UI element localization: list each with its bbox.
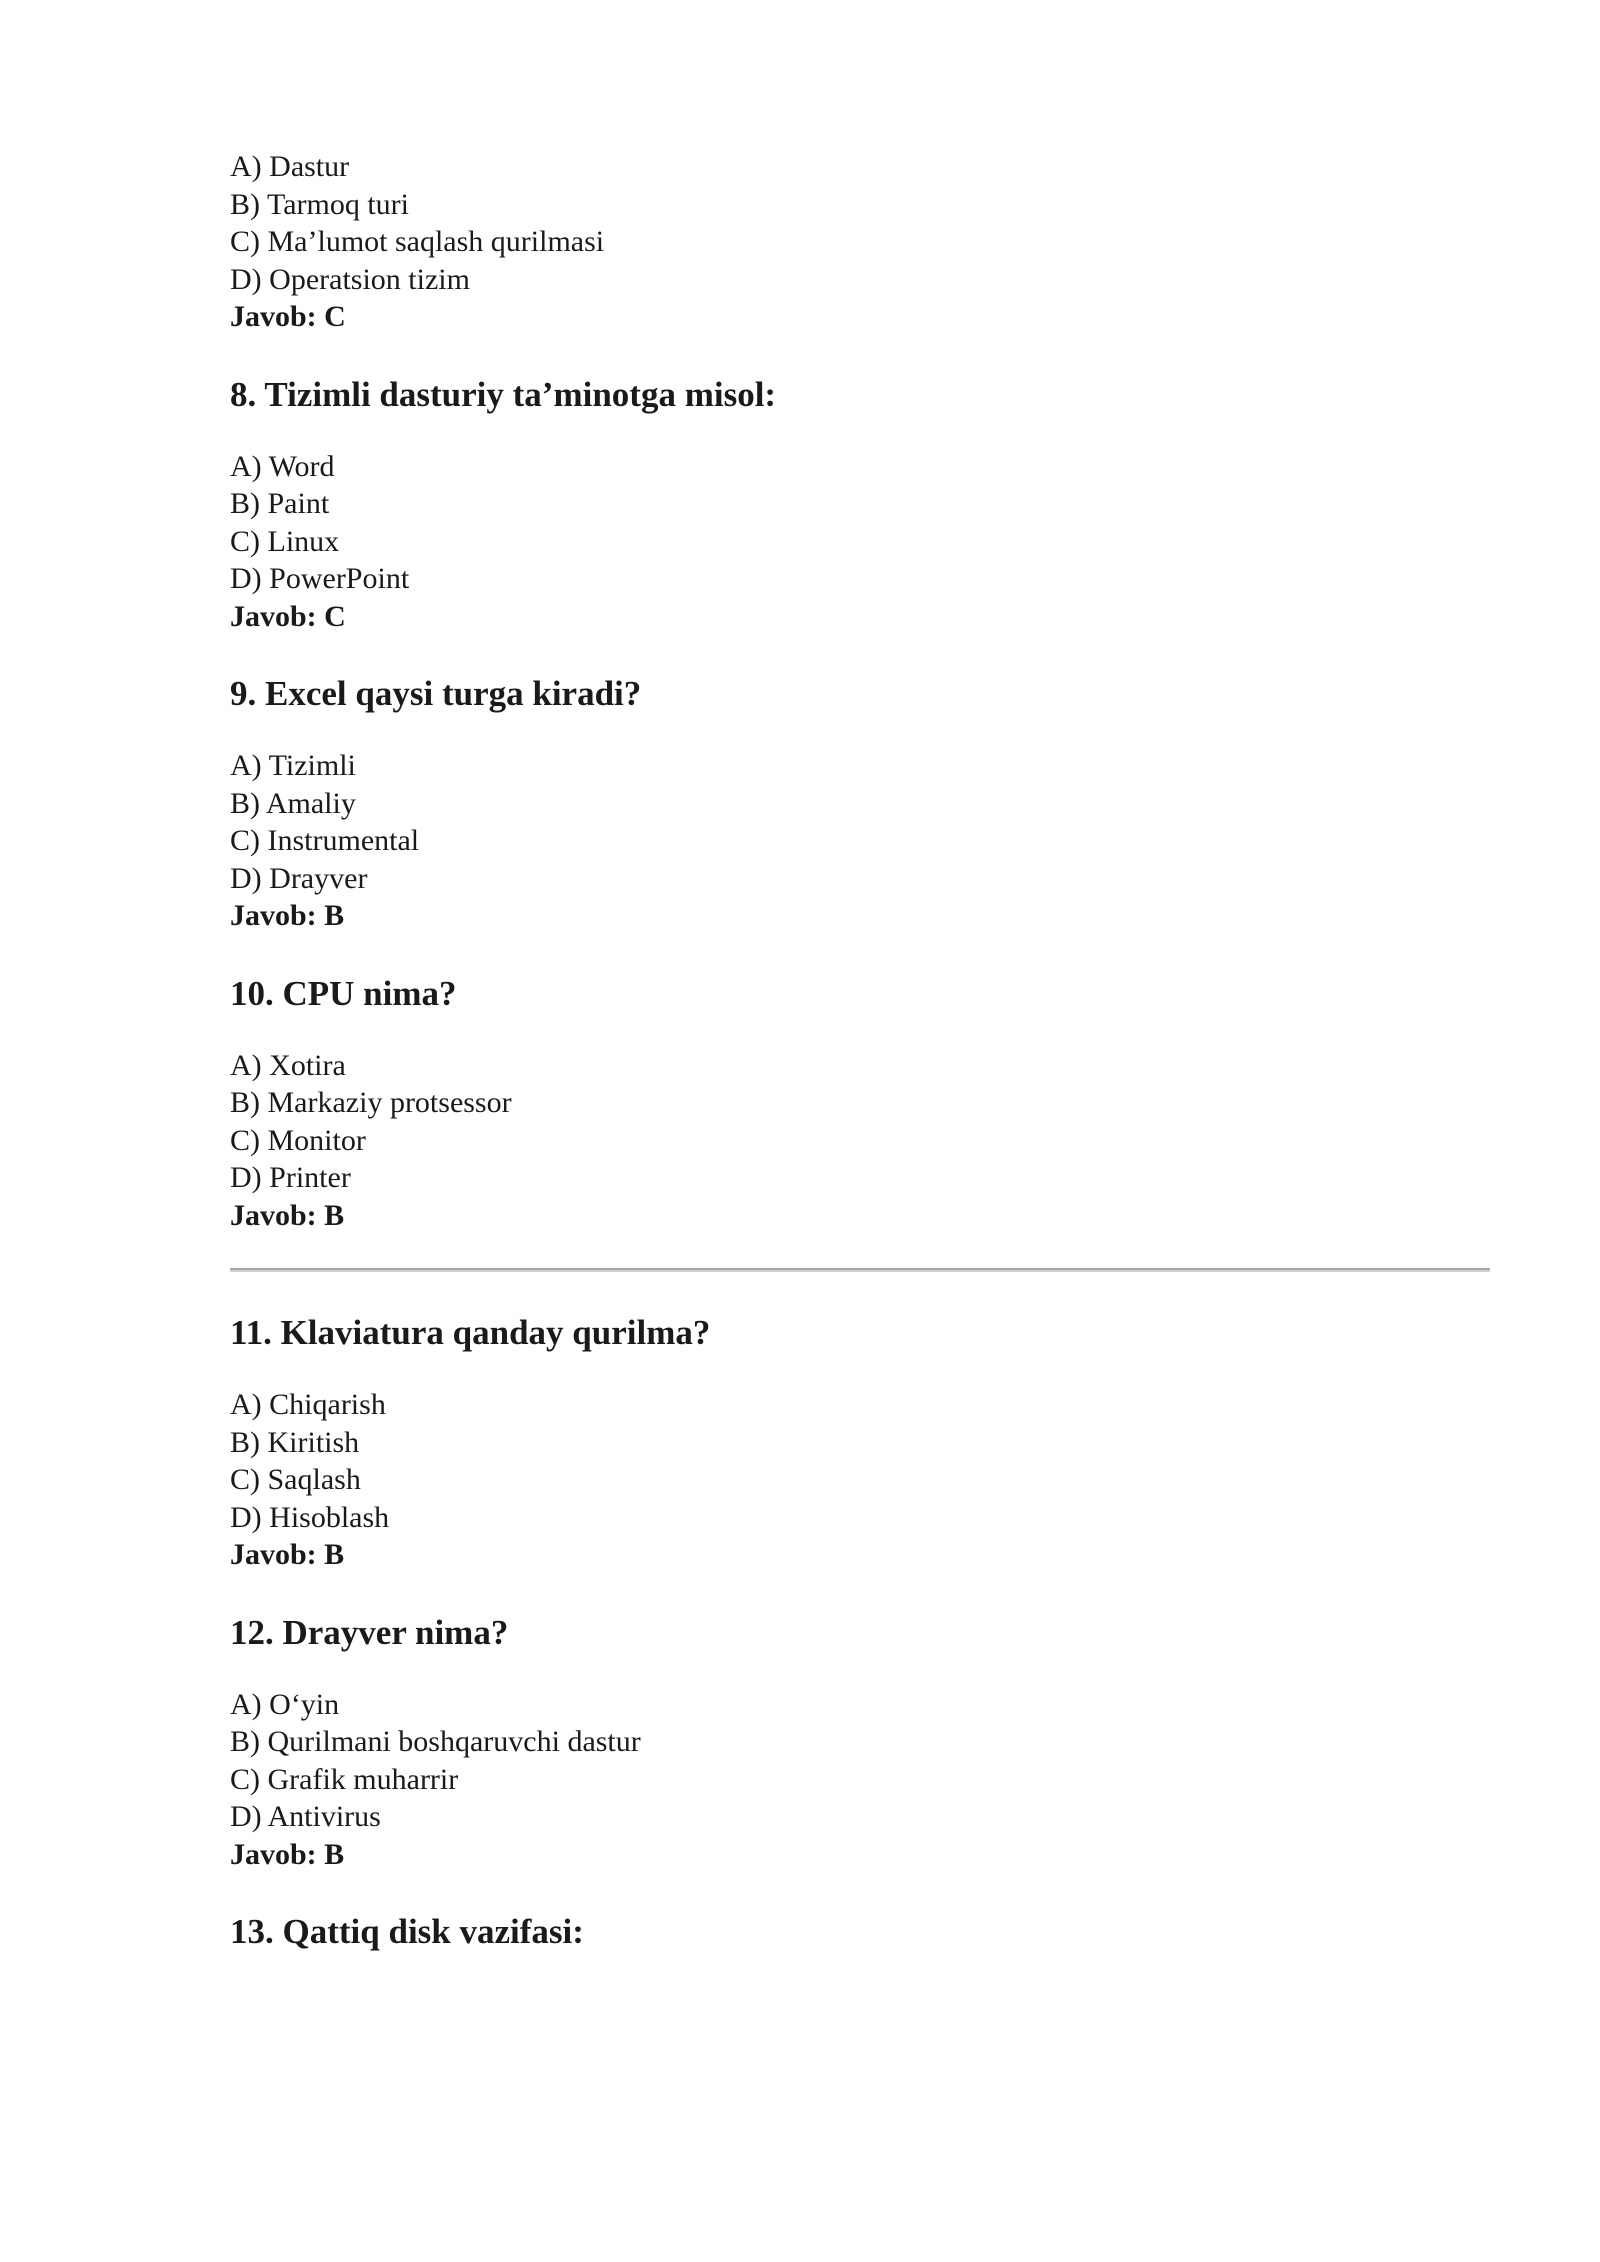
question-block-10 [230,973,1490,1235]
option-b: B) Tarmoq turi [230,187,409,221]
option-d: D) Operatsion tizim [230,262,470,296]
horizontal-divider [230,1268,1490,1272]
answer-line: Javob: B [230,1837,345,1871]
question-heading: 8. Tizimli dasturiy ta’minotga misol: [230,374,777,414]
question-heading: 13. Qattiq disk vazifasi: [230,1912,584,1951]
option-c: C) Saqlash [230,1463,361,1496]
option-d: D) Antivirus [230,1800,381,1833]
question-heading: 10. CPU nima? [230,973,457,1013]
option-d: D) Drayver [230,861,368,895]
question-block-8 [230,374,1490,636]
option-b: B) Paint [230,487,330,520]
after-divider-content [230,1312,1490,1953]
option-c: C) Ma’lumot saqlash qurilmasi [230,225,605,258]
question-block-7 [230,148,1490,336]
option-c: C) Instrumental [230,824,420,857]
option-a: A) Tizimli [230,749,356,782]
answer-line: Javob: B [230,1198,345,1232]
answer-line: Javob: C [230,599,346,633]
option-b: B) Kiritish [230,1425,360,1459]
option-a: A) Word [230,449,335,483]
option-d: D) Hisoblash [230,1500,390,1534]
option-a: A) Xotira [230,1048,346,1082]
option-b: B) Amaliy [230,786,356,820]
option-c: C) Linux [230,524,340,558]
option-a: A) Dastur [230,150,350,183]
question-block-9 [230,673,1490,935]
answer-line: Javob: C [230,300,346,333]
question-heading: 11. Klaviatura qanday qurilma? [230,1313,711,1352]
option-d: D) PowerPoint [230,562,410,595]
option-b: B) Markaziy protsessor [230,1086,512,1119]
question-heading: 9. Excel qaysi turga kiradi? [230,674,642,713]
option-d: D) Printer [230,1161,351,1194]
option-a: A) O‘yin [230,1687,340,1721]
option-c: C) Monitor [230,1123,366,1157]
question-heading: 12. Drayver nima? [230,1612,509,1652]
option-b: B) Qurilmani boshqaruvchi dastur [230,1725,641,1758]
answer-line: Javob: B [230,899,345,932]
option-a: A) Chiqarish [230,1388,386,1421]
document-page [230,148,1490,1985]
answer-line: Javob: B [230,1538,345,1571]
option-c: C) Grafik muharrir [230,1762,459,1796]
